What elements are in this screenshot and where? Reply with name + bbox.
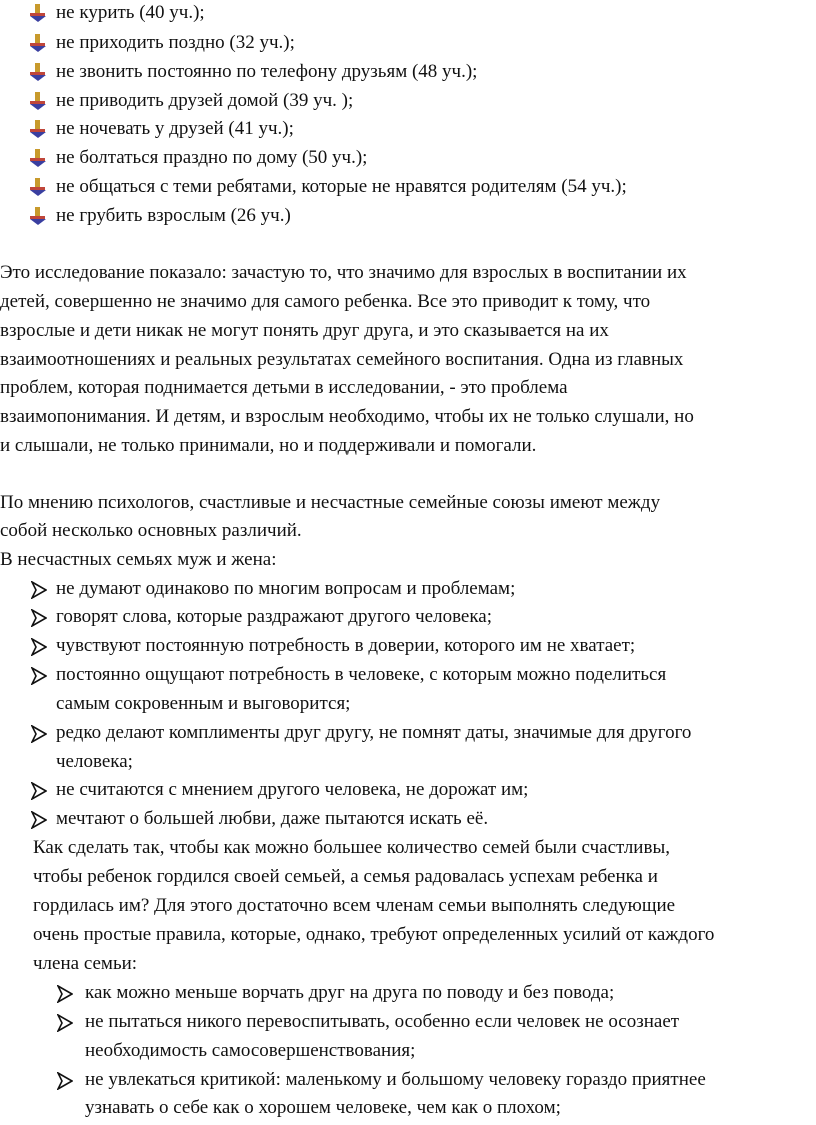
rules-list-item: не увлекаться критикой: маленькому и большому человеку гораздо приятнее bbox=[85, 1069, 706, 1090]
chevron-arrow-icon bbox=[31, 609, 47, 627]
down-arrow-icon bbox=[29, 119, 47, 139]
chevron-arrow-icon bbox=[31, 782, 47, 800]
unhappy-list-item: самым сокровенным и выговорится; bbox=[56, 693, 351, 714]
paragraph-line: Это исследование показало: зачастую то, что значимо для взрослых в воспитании их bbox=[0, 262, 687, 283]
unhappy-list-item: редко делают комплименты друг другу, не помнят даты, значимые для другого bbox=[56, 722, 692, 743]
arrow-list-item: не приводить друзей домой (39 уч. ); bbox=[56, 90, 354, 111]
arrow-list-item: не приходить поздно (32 уч.); bbox=[56, 32, 295, 53]
down-arrow-icon bbox=[29, 3, 47, 23]
paragraph-line: Как сделать так, чтобы как можно большее количество семей были счастливы, bbox=[33, 837, 670, 858]
paragraph-line: очень простые правила, которые, однако, требуют определенных усилий от каждого bbox=[33, 924, 715, 945]
arrow-list-item: не грубить взрослым (26 уч.) bbox=[56, 205, 291, 226]
paragraph-line: взаимопонимания. И детям, и взрослым необходимо, чтобы их не только слушали, но bbox=[0, 406, 694, 427]
down-arrow-icon bbox=[29, 62, 47, 82]
unhappy-list-item: мечтают о большей любви, даже пытаются искать её. bbox=[56, 808, 489, 829]
paragraph-line: взаимоотношениях и реальных результатах семейного воспитания. Одна из главных bbox=[0, 349, 684, 370]
down-arrow-icon bbox=[29, 177, 47, 197]
down-arrow-icon bbox=[29, 206, 47, 226]
chevron-arrow-icon bbox=[57, 1014, 73, 1032]
chevron-arrow-icon bbox=[31, 811, 47, 829]
unhappy-list-item: не считаются с мнением другого человека, не дорожат им; bbox=[56, 779, 529, 800]
rules-list-item: как можно меньше ворчать друг на друга по поводу и без повода; bbox=[85, 982, 615, 1003]
unhappy-list-item: постоянно ощущают потребность в человеке, с которым можно поделиться bbox=[56, 664, 667, 685]
unhappy-list-item: говорят слова, которые раздражают другого человека; bbox=[56, 606, 493, 627]
unhappy-list-item: чувствуют постоянную потребность в доверии, которого им не хватает; bbox=[56, 635, 636, 656]
paragraph-line: собой несколько основных различий. bbox=[0, 520, 302, 541]
paragraph-line: члена семьи: bbox=[33, 953, 138, 974]
arrow-list-item: не ночевать у друзей (41 уч.); bbox=[56, 118, 294, 139]
unhappy-list-item: не думают одинаково по многим вопросам и проблемам; bbox=[56, 578, 516, 599]
chevron-arrow-icon bbox=[31, 667, 47, 685]
down-arrow-icon bbox=[29, 33, 47, 53]
unhappy-list-item: человека; bbox=[56, 751, 133, 772]
paragraph-line: чтобы ребенок гордился своей семьей, а семья радовалась успехам ребенка и bbox=[33, 866, 658, 887]
paragraph-line: гордилась им? Для этого достаточно всем членам семьи выполнять следующие bbox=[33, 895, 676, 916]
chevron-arrow-icon bbox=[57, 985, 73, 1003]
arrow-list-item: не звонить постоянно по телефону друзьям (48 уч.); bbox=[56, 61, 478, 82]
arrow-list-item: не общаться с теми ребятами, которые не нравятся родителям (54 уч.); bbox=[56, 176, 627, 197]
paragraph-line: взрослые и дети никак не могут понять друг друга, и это сказывается на их bbox=[0, 320, 609, 341]
rules-list-item: необходимость самосовершенствования; bbox=[85, 1040, 416, 1061]
down-arrow-icon bbox=[29, 148, 47, 168]
paragraph-line: детей, совершенно не значимо для самого ребенка. Все это приводит к тому, что bbox=[0, 291, 651, 312]
chevron-arrow-icon bbox=[31, 725, 47, 743]
rules-list-item: узнавать о себе как о хорошем человеке, чем как о плохом; bbox=[85, 1097, 561, 1118]
list-intro: В несчастных семьях муж и жена: bbox=[0, 549, 277, 570]
down-arrow-icon bbox=[29, 91, 47, 111]
arrow-list-item: не курить (40 уч.); bbox=[56, 2, 205, 23]
chevron-arrow-icon bbox=[31, 638, 47, 656]
rules-list-item: не пытаться никого перевоспитывать, особенно если человек не осознает bbox=[85, 1011, 680, 1032]
arrow-list-item: не болтаться праздно по дому (50 уч.); bbox=[56, 147, 368, 168]
chevron-arrow-icon bbox=[57, 1072, 73, 1090]
paragraph-line: По мнению психологов, счастливые и несчастные семейные союзы имеют между bbox=[0, 492, 661, 513]
chevron-arrow-icon bbox=[31, 581, 47, 599]
paragraph-line: проблем, которая поднимается детьми в исследовании, - это проблема bbox=[0, 377, 568, 398]
paragraph-line: и слышали, не только принимали, но и поддерживали и помогали. bbox=[0, 435, 537, 456]
